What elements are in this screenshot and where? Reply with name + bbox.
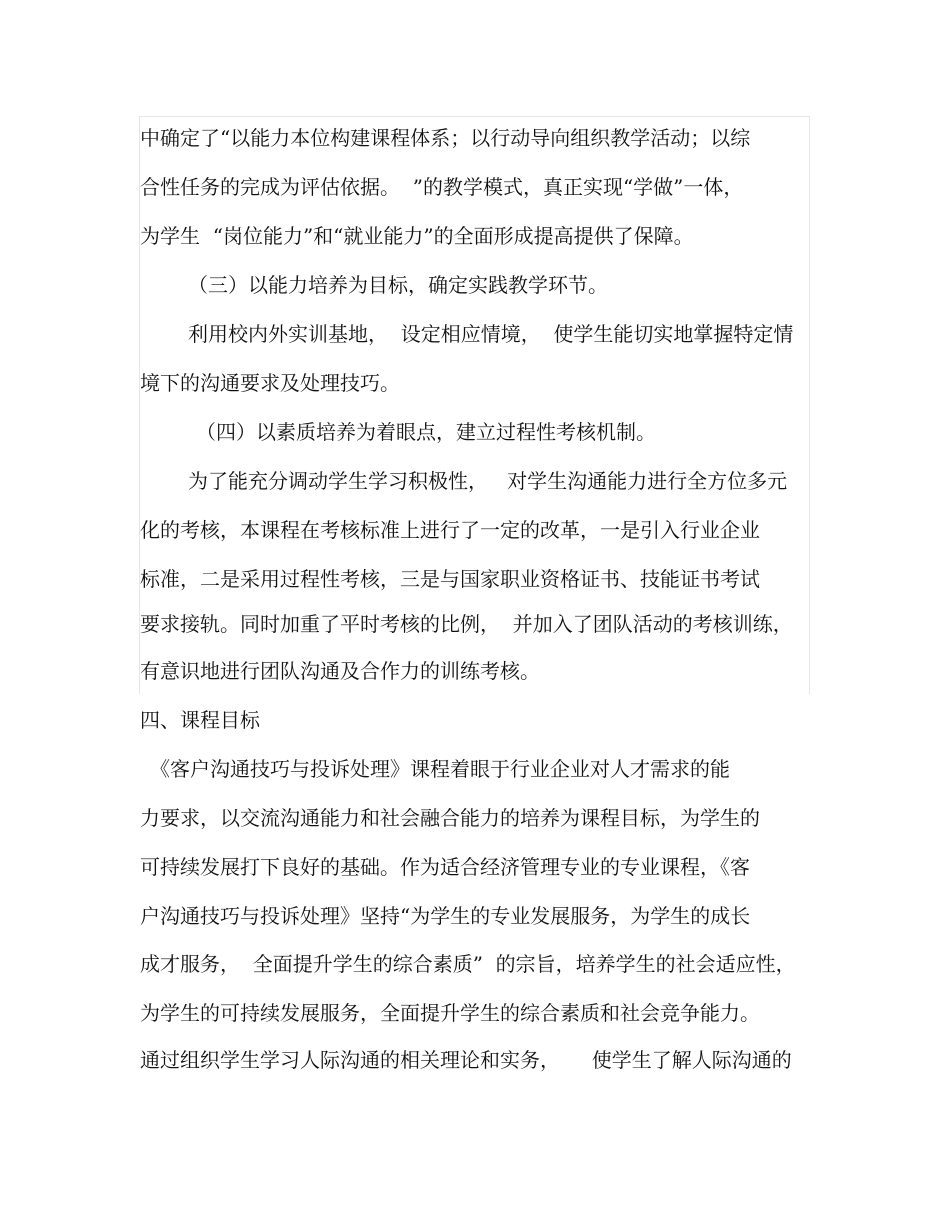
body-line: 合性任务的完成为评估依据。 ”的教学模式，真正实现“学做”一体， — [140, 175, 744, 199]
body-line: 化的考核，本课程在考核标准上进行了一定的改革，一是引入行业企业 — [140, 518, 760, 542]
body-line: 利用校内外实训基地， 设定相应情境， 使学生能切实地掌握特定情 — [188, 322, 794, 346]
section-heading-four: （四）以素质培养为着眼点，建立过程性考核机制。 — [196, 420, 656, 444]
section-heading-three: （三）以能力培养为目标，确定实践教学环节。 — [188, 273, 608, 297]
body-line: 户沟通技巧与投诉处理》坚持“为学生的专业发展服务，为学生的成长 — [140, 904, 751, 928]
body-line: 中确定了“以能力本位构建课程体系；以行动导向组织教学活动；以综 — [140, 126, 751, 150]
body-line: 为学生的可持续发展服务，全面提升学生的综合素质和社会竞争能力。 — [140, 1001, 760, 1025]
body-line: 可持续发展打下良好的基础。作为适合经济管理专业的专业课程，《客 — [140, 855, 750, 879]
page-frame-border — [139, 116, 810, 694]
body-line: 有意识地进行团队沟通及合作力的训练考核。 — [140, 659, 540, 683]
body-line: 力要求，以交流沟通能力和社会融合能力的培养为课程目标，为学生的 — [140, 806, 760, 830]
section-title-course-goals: 四、课程目标 — [140, 708, 260, 732]
body-line: 境下的沟通要求及处理技巧。 — [140, 371, 400, 395]
body-line: 为了能充分调动学生学习积极性， 对学生沟通能力进行全方位多元 — [188, 469, 788, 493]
body-line: 通过组织学生学习人际沟通的相关理论和实务， 使学生了解人际沟通的 — [140, 1048, 792, 1072]
body-line: 标准，二是采用过程性考核，三是与国家职业资格证书、技能证书考试 — [140, 567, 760, 591]
body-line: 为学生 “岗位能力”和“就业能力”的全面形成提高提供了保障。 — [140, 224, 694, 248]
body-line: 《客户沟通技巧与投诉处理》课程着眼于行业企业对人才需求的能 — [150, 757, 730, 781]
body-line: 要求接轨。同时加重了平时考核的比例， 并加入了团队活动的考核训练， — [140, 612, 793, 636]
body-line: 成才服务， 全面提升学生的综合素质” 的宗旨，培养学生的社会适应性， — [140, 952, 796, 976]
